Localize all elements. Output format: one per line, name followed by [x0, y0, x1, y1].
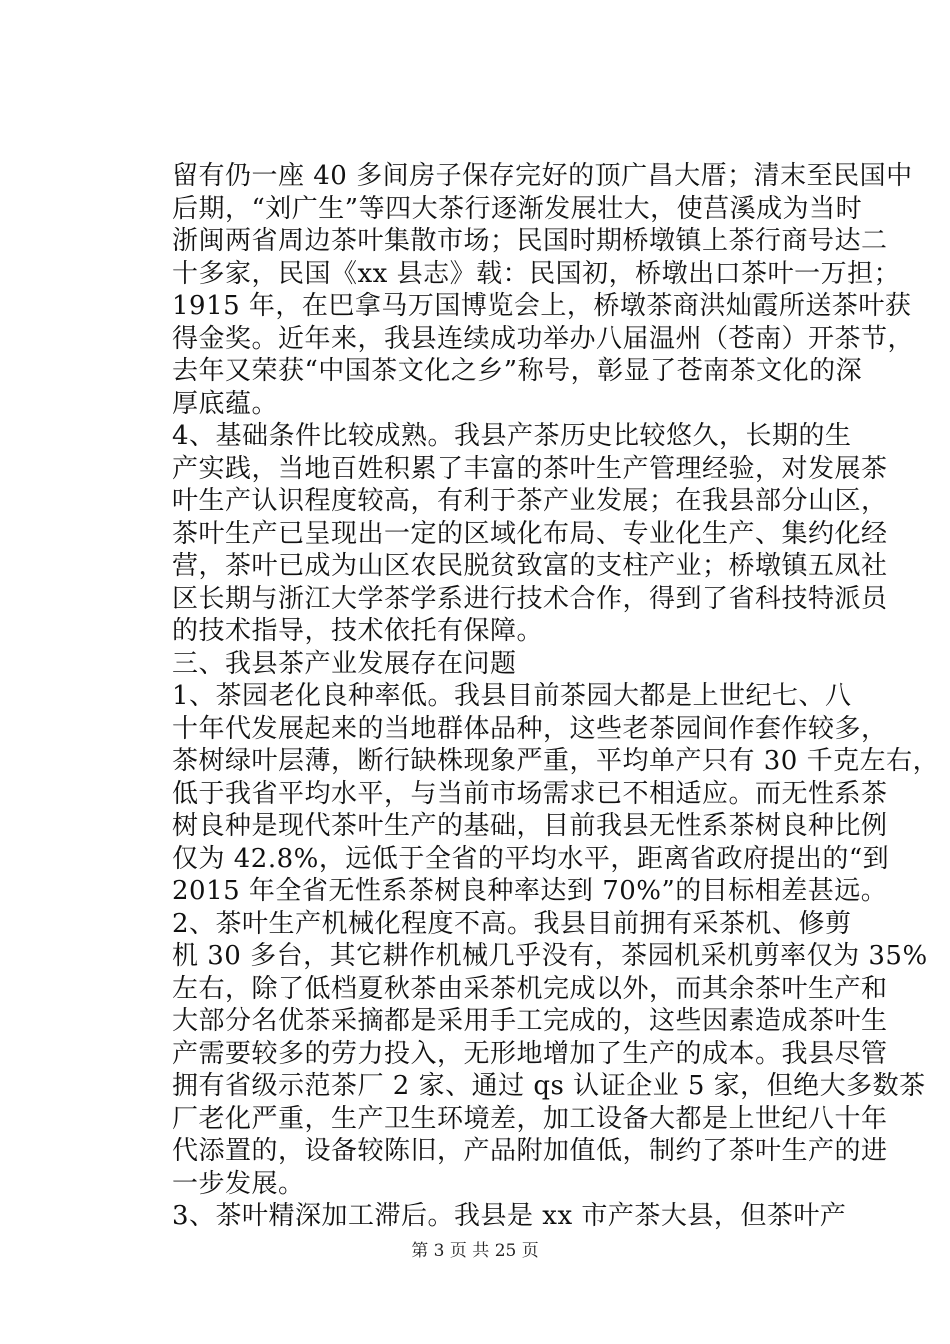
text-line: 代添置的，设备较陈旧，产品附加值低，制约了茶叶生产的进 [172, 1136, 888, 1166]
text-line: 得金奖。近年来，我县连续成功举办八届温州（苍南）开茶节， [172, 324, 915, 354]
text-line: 一步发展。 [172, 1169, 305, 1199]
text-line: 后期，“刘广生”等四大茶行逐渐发展壮大，使莒溪成为当时 [172, 194, 863, 224]
text-line: 2015 年全省无性系茶树良种率达到 70%”的目标相差甚远。 [172, 876, 888, 906]
text-line: 十年代发展起来的当地群体品种，这些老茶园间作套作较多， [172, 714, 888, 744]
text-line: 左右，除了低档夏秋茶由采茶机完成以外，而其余茶叶生产和 [172, 974, 888, 1004]
text-line: 叶生产认识程度较高，有利于茶产业发展；在我县部分山区， [172, 486, 888, 516]
page-footer: 第 3 页 共 25 页 [411, 1241, 539, 1261]
text-line: 低于我省平均水平，与当前市场需求已不相适应。而无性系茶 [172, 779, 888, 809]
text-line: 茶叶生产已呈现出一定的区域化布局、专业化生产、集约化经 [172, 519, 888, 549]
section-heading: 三、我县茶产业发展存在问题 [172, 649, 517, 679]
text-line: 营，茶叶已成为山区农民脱贫致富的支柱产业；桥墩镇五凤社 [172, 551, 888, 581]
text-line: 仅为 42.8%，远低于全省的平均水平，距离省政府提出的“到 [172, 844, 890, 874]
text-line: 产需要较多的劳力投入，无形地增加了生产的成本。我县尽管 [172, 1039, 888, 1069]
text-line: 留有仍一座 40 多间房子保存完好的顶广昌大厝；清末至民国中 [172, 161, 913, 191]
text-line: 十多家，民国《xx 县志》载：民国初，桥墩出口茶叶一万担； [172, 259, 901, 289]
text-line: 1、茶园老化良种率低。我县目前茶园大都是上世纪七、八 [172, 681, 852, 711]
text-line: 拥有省级示范茶厂 2 家、通过 qs 认证企业 5 家，但绝大多数茶 [172, 1071, 926, 1101]
text-line: 3、茶叶精深加工滞后。我县是 xx 市产茶大县，但茶叶产 [172, 1201, 847, 1231]
text-line: 茶树绿叶层薄，断行缺株现象严重，平均单产只有 30 千克左右， [172, 746, 940, 776]
text-line: 厚底蕴。 [172, 389, 279, 419]
text-line: 4、基础条件比较成熟。我县产茶历史比较悠久，长期的生 [172, 421, 852, 451]
text-line: 区长期与浙江大学茶学系进行技术合作，得到了省科技特派员 [172, 584, 888, 614]
text-line: 厂老化严重，生产卫生环境差，加工设备大都是上世纪八十年 [172, 1104, 888, 1134]
text-line: 2、茶叶生产机械化程度不高。我县目前拥有采茶机、修剪 [172, 909, 852, 939]
text-line: 的技术指导，技术依托有保障。 [172, 616, 544, 646]
text-line: 产实践，当地百姓积累了丰富的茶叶生产管理经验，对发展茶 [172, 454, 888, 484]
text-line: 浙闽两省周边茶叶集散市场；民国时期桥墩镇上茶行商号达二 [172, 226, 888, 256]
text-line: 树良种是现代茶叶生产的基础，目前我县无性系茶树良种比例 [172, 811, 888, 841]
text-line: 机 30 多台，其它耕作机械几乎没有，茶园机采机剪率仅为 35% [172, 941, 928, 971]
text-line: 1915 年，在巴拿马万国博览会上，桥墩茶商洪灿霞所送茶叶获 [172, 291, 912, 321]
text-line: 大部分名优茶采摘都是采用手工完成的，这些因素造成茶叶生 [172, 1006, 888, 1036]
text-line: 去年又荣获“中国茶文化之乡”称号，彰显了苍南茶文化的深 [172, 356, 863, 386]
